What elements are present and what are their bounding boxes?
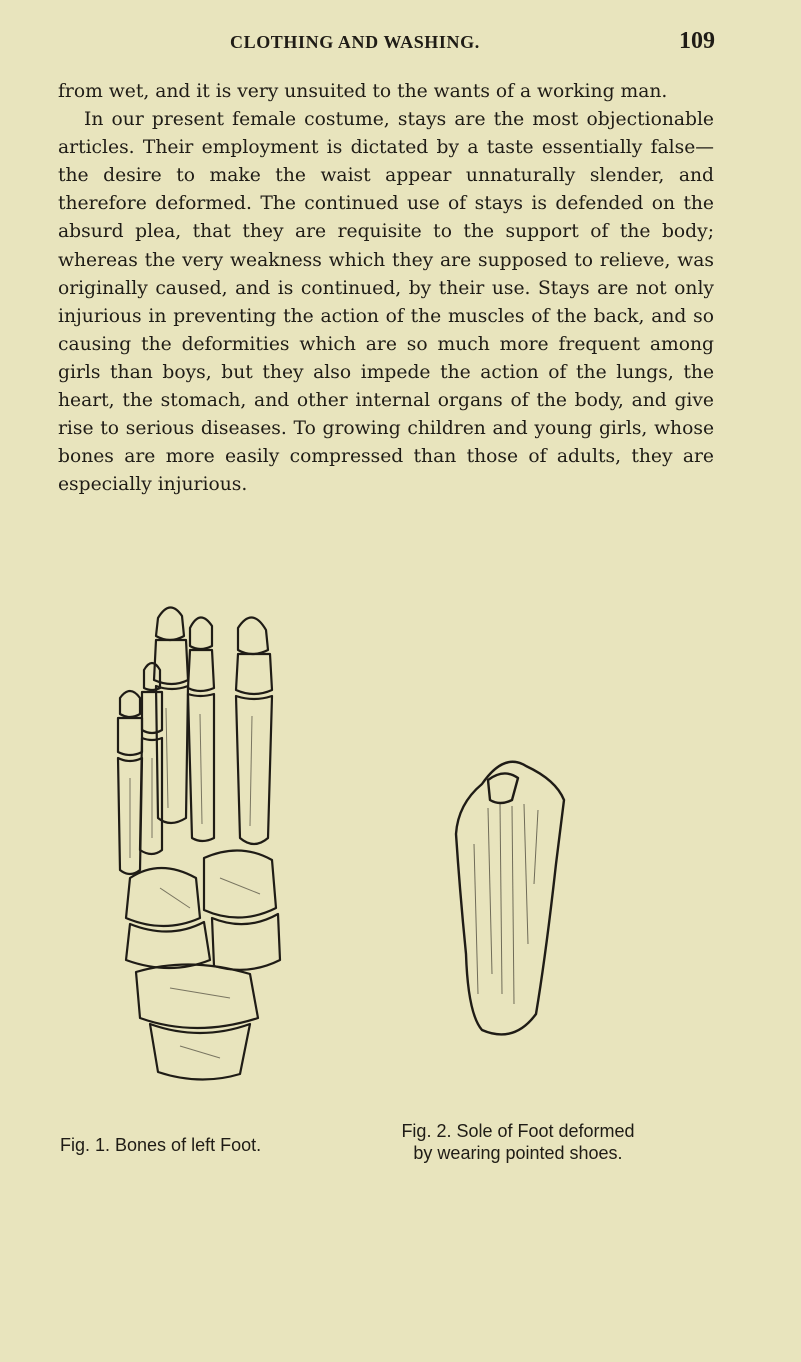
paragraph: from wet, and it is very unsuited to the wants of a working man. <box>58 81 668 102</box>
deformed-sole-illustration <box>448 744 580 1044</box>
figure-2-caption-line1: Fig. 2. Sole of Foot deformed <box>401 1121 635 1141</box>
figure-2-caption-line2: by wearing pointed shoes. <box>413 1143 623 1163</box>
figure-2-caption <box>353 1120 683 1164</box>
page-header <box>60 28 715 58</box>
running-title: CLOTHING AND WASHING. <box>230 32 480 52</box>
body-text <box>58 78 714 499</box>
paragraph: In our present female costume, stays are the most objectionable articles. Their employment is dictated by a taste essentially false—the desire to make the waist appear unnaturally slender, and therefore deformed. The continued use of stays is defended on the absurd plea, that they are requisite to the support of the body; whereas the very weakness which they are supposed to relieve, was originally caused, and is continued, by their use. Stays are not only injurious in preventing the action of the muscles of the back, and so causing the deformities which are so much more frequent among girls than boys, but they also impede the action of the lungs, the heart, the stomach, and other internal organs of the body, and give rise to serious diseases. To growing children and young girls, whose bones are more easily compressed than those of adults, they are especially injurious. <box>58 109 714 496</box>
foot-bones-illustration <box>100 588 320 1088</box>
page-number: 109 <box>679 28 715 54</box>
figure-1-caption: Fig. 1. Bones of left Foot. <box>60 1135 262 1155</box>
